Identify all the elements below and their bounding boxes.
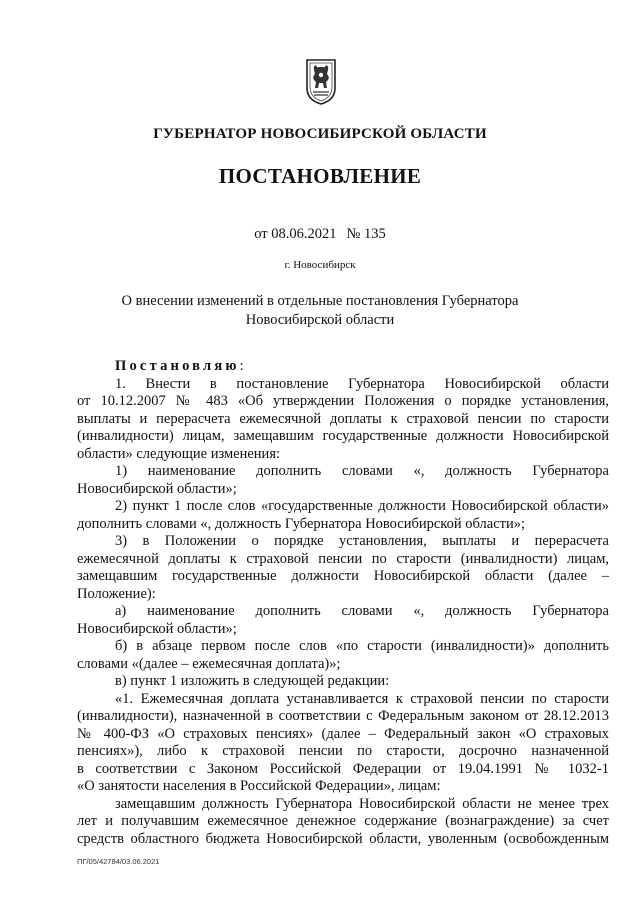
document-type-title: ПОСТАНОВЛЕНИЕ [218,164,422,188]
body-line: области» следующие изменения: [77,445,281,462]
document-body [77,358,609,848]
body-line: ежемесячной доплаты к страховой пенсии по старости (инвалидности) лицам, [77,550,609,567]
date-number-line [0,226,640,243]
body-line: выплаты и перерасчета ежемесячной доплаты к страховой пенсии по старости [77,410,609,427]
document-number: № 135 [346,226,386,242]
document-subject [0,292,640,330]
body-line: лет и получавшим ежемесячное денежное содержание (вознаграждение) за счет [77,813,609,829]
body-line: замещавшим должность Губернатора Новосибирской области не менее трех [115,795,609,812]
issuing-authority: ГУБЕРНАТОР НОВОСИБИРСКОЙ ОБЛАСТИ [153,126,487,142]
body-line: средств областного бюджета Новосибирской области, уволенным (освобожденным [77,830,609,847]
body-line: (инвалидности) лицам, замещавшим государственные должности Новосибирской [77,428,609,444]
document-date: от 08.06.2021 [254,226,337,242]
body-line: 1) наименование дополнить словами «, должность Губернатора [115,463,609,479]
body-line: Новосибирской области»; [77,480,237,497]
body-line: пенсиях»), либо к страховой пенсии по старости, досрочно назначенной [77,743,609,759]
body-line: б) в абзаце первом после слов «по старости (инвалидности)» дополнить [115,638,609,654]
body-line: «1. Ежемесячная доплата устанавливается к страховой пенсии по старости [115,690,609,707]
body-line: замещавшим государственные должности Новосибирской области (далее – [77,568,609,584]
body-line: 2) пункт 1 после слов «государственные должности Новосибирской области» [115,498,609,514]
body-line: а) наименование дополнить словами «, должность Губернатора [115,603,609,619]
coat-of-arms-icon [304,58,338,106]
body-line: от 10.12.2007 № 483 «Об утверждении Положения о порядке установления, [77,393,609,409]
subject-line: Новосибирской области [245,312,395,328]
body-line: (инвалидности), назначенной в соответствии с Федеральным законом от 28.12.2013 [77,708,609,724]
city-name: г. Новосибирск [284,259,356,271]
body-line: в) пункт 1 изложить в следующей редакции: [115,673,390,689]
body-line: дополнить словами «, должность Губернатора Новосибирской области»; [77,515,525,532]
body-line: Новосибирской области»; [77,620,237,637]
body-line: 1. Внести в постановление Губернатора Новосибирской области [115,375,609,392]
footer-document-code: ПГ/05/42784/03.06.2021 [77,857,160,866]
body-line: «О занятости населения в Российской Федерации», лицам: [77,778,441,794]
body-line: Положение): [77,585,156,602]
body-line: № 400-ФЗ «О страховых пенсиях» (далее – Федеральный закон «О страховых [77,725,609,742]
decree-word: Постановляю [115,358,240,374]
body-line: 3) в Положении о порядке установления, выплаты и перерасчета [115,533,609,549]
subject-line: О внесении изменений в отдельные постановления Губернатора [121,293,519,309]
decree-heading [77,358,609,376]
body-line: словами «(далее – ежемесячная доплата)»; [77,655,341,672]
decree-colon: : [239,358,244,374]
body-line: в соответствии с Законом Российской Федерации от 19.04.1991 № 1032-1 [77,760,609,777]
